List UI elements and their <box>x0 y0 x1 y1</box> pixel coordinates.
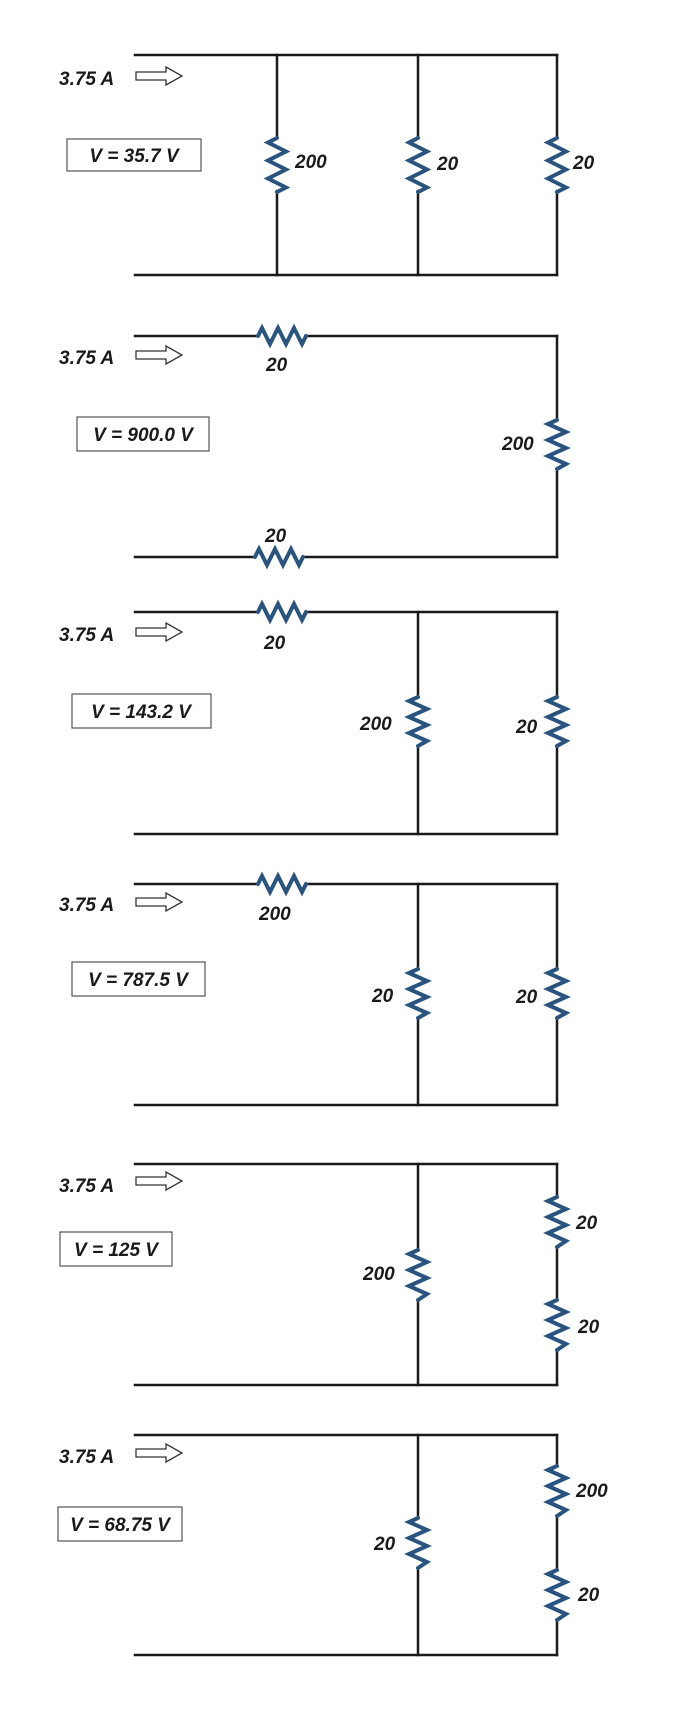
resistor-3 <box>255 549 303 565</box>
voltage-label: V = 68.75 V <box>70 1515 170 1536</box>
resistor-2 <box>548 1466 566 1516</box>
current-label: 3.75 A <box>59 69 115 90</box>
current-label: 3.75 A <box>59 1447 115 1468</box>
resistor-3-value: 20 <box>573 153 595 174</box>
current-arrow-icon <box>136 1172 182 1190</box>
circuit-3 <box>59 604 566 834</box>
resistor-1 <box>409 1250 427 1300</box>
resistor-3 <box>548 1300 566 1350</box>
current-arrow-icon <box>136 623 182 641</box>
resistor-2-value: 200 <box>576 1481 608 1502</box>
voltage-label: V = 900.0 V <box>93 425 193 446</box>
circuit-6-wires <box>135 1435 557 1655</box>
current-arrow-icon <box>136 67 182 85</box>
current-label: 3.75 A <box>59 348 115 369</box>
resistor-1 <box>258 328 306 344</box>
circuit-5 <box>59 1164 600 1385</box>
resistor-1-value: 200 <box>363 1264 395 1285</box>
resistor-2-value: 20 <box>576 1213 598 1234</box>
resistor-1 <box>258 876 306 892</box>
circuit-5-wires <box>135 1164 557 1385</box>
resistor-3-value: 20 <box>578 1317 600 1338</box>
resistor-1-value: 20 <box>266 355 288 376</box>
resistor-3-value: 20 <box>578 1585 600 1606</box>
resistor-3 <box>548 1570 566 1620</box>
current-arrow-icon <box>136 1444 182 1462</box>
resistor-3-value: 20 <box>265 526 287 547</box>
resistor-2-value: 200 <box>360 714 392 735</box>
resistor-2-value: 200 <box>502 434 534 455</box>
resistor-2 <box>409 138 427 192</box>
circuit-1 <box>59 55 595 275</box>
resistor-1 <box>258 604 306 620</box>
circuit-4 <box>59 876 566 1105</box>
current-label: 3.75 A <box>59 895 115 916</box>
resistor-2-value: 20 <box>372 986 394 1007</box>
resistor-1-value: 20 <box>374 1534 396 1555</box>
circuit-6 <box>58 1435 608 1655</box>
current-arrow-icon <box>136 893 182 911</box>
resistor-2 <box>409 697 427 746</box>
resistor-3-value: 20 <box>516 987 538 1008</box>
resistor-2 <box>409 969 427 1018</box>
resistor-1 <box>268 138 286 192</box>
resistor-3 <box>548 138 566 192</box>
circuit-2 <box>59 328 566 565</box>
voltage-label: V = 125 V <box>74 1240 158 1261</box>
resistor-3 <box>548 969 566 1018</box>
resistor-2 <box>548 1197 566 1247</box>
resistor-1-value: 20 <box>264 633 286 654</box>
resistor-3 <box>548 697 566 746</box>
resistor-3-value: 20 <box>516 717 538 738</box>
resistor-1-value: 200 <box>295 152 327 173</box>
resistor-2-value: 20 <box>437 154 459 175</box>
resistor-1 <box>409 1518 427 1568</box>
current-label: 3.75 A <box>59 1176 115 1197</box>
current-arrow-icon <box>136 346 182 364</box>
resistor-2 <box>548 420 566 469</box>
voltage-label: V = 143.2 V <box>91 702 191 723</box>
voltage-label: V = 787.5 V <box>88 970 188 991</box>
current-label: 3.75 A <box>59 625 115 646</box>
voltage-label: V = 35.7 V <box>89 146 179 167</box>
resistor-1-value: 200 <box>259 904 291 925</box>
